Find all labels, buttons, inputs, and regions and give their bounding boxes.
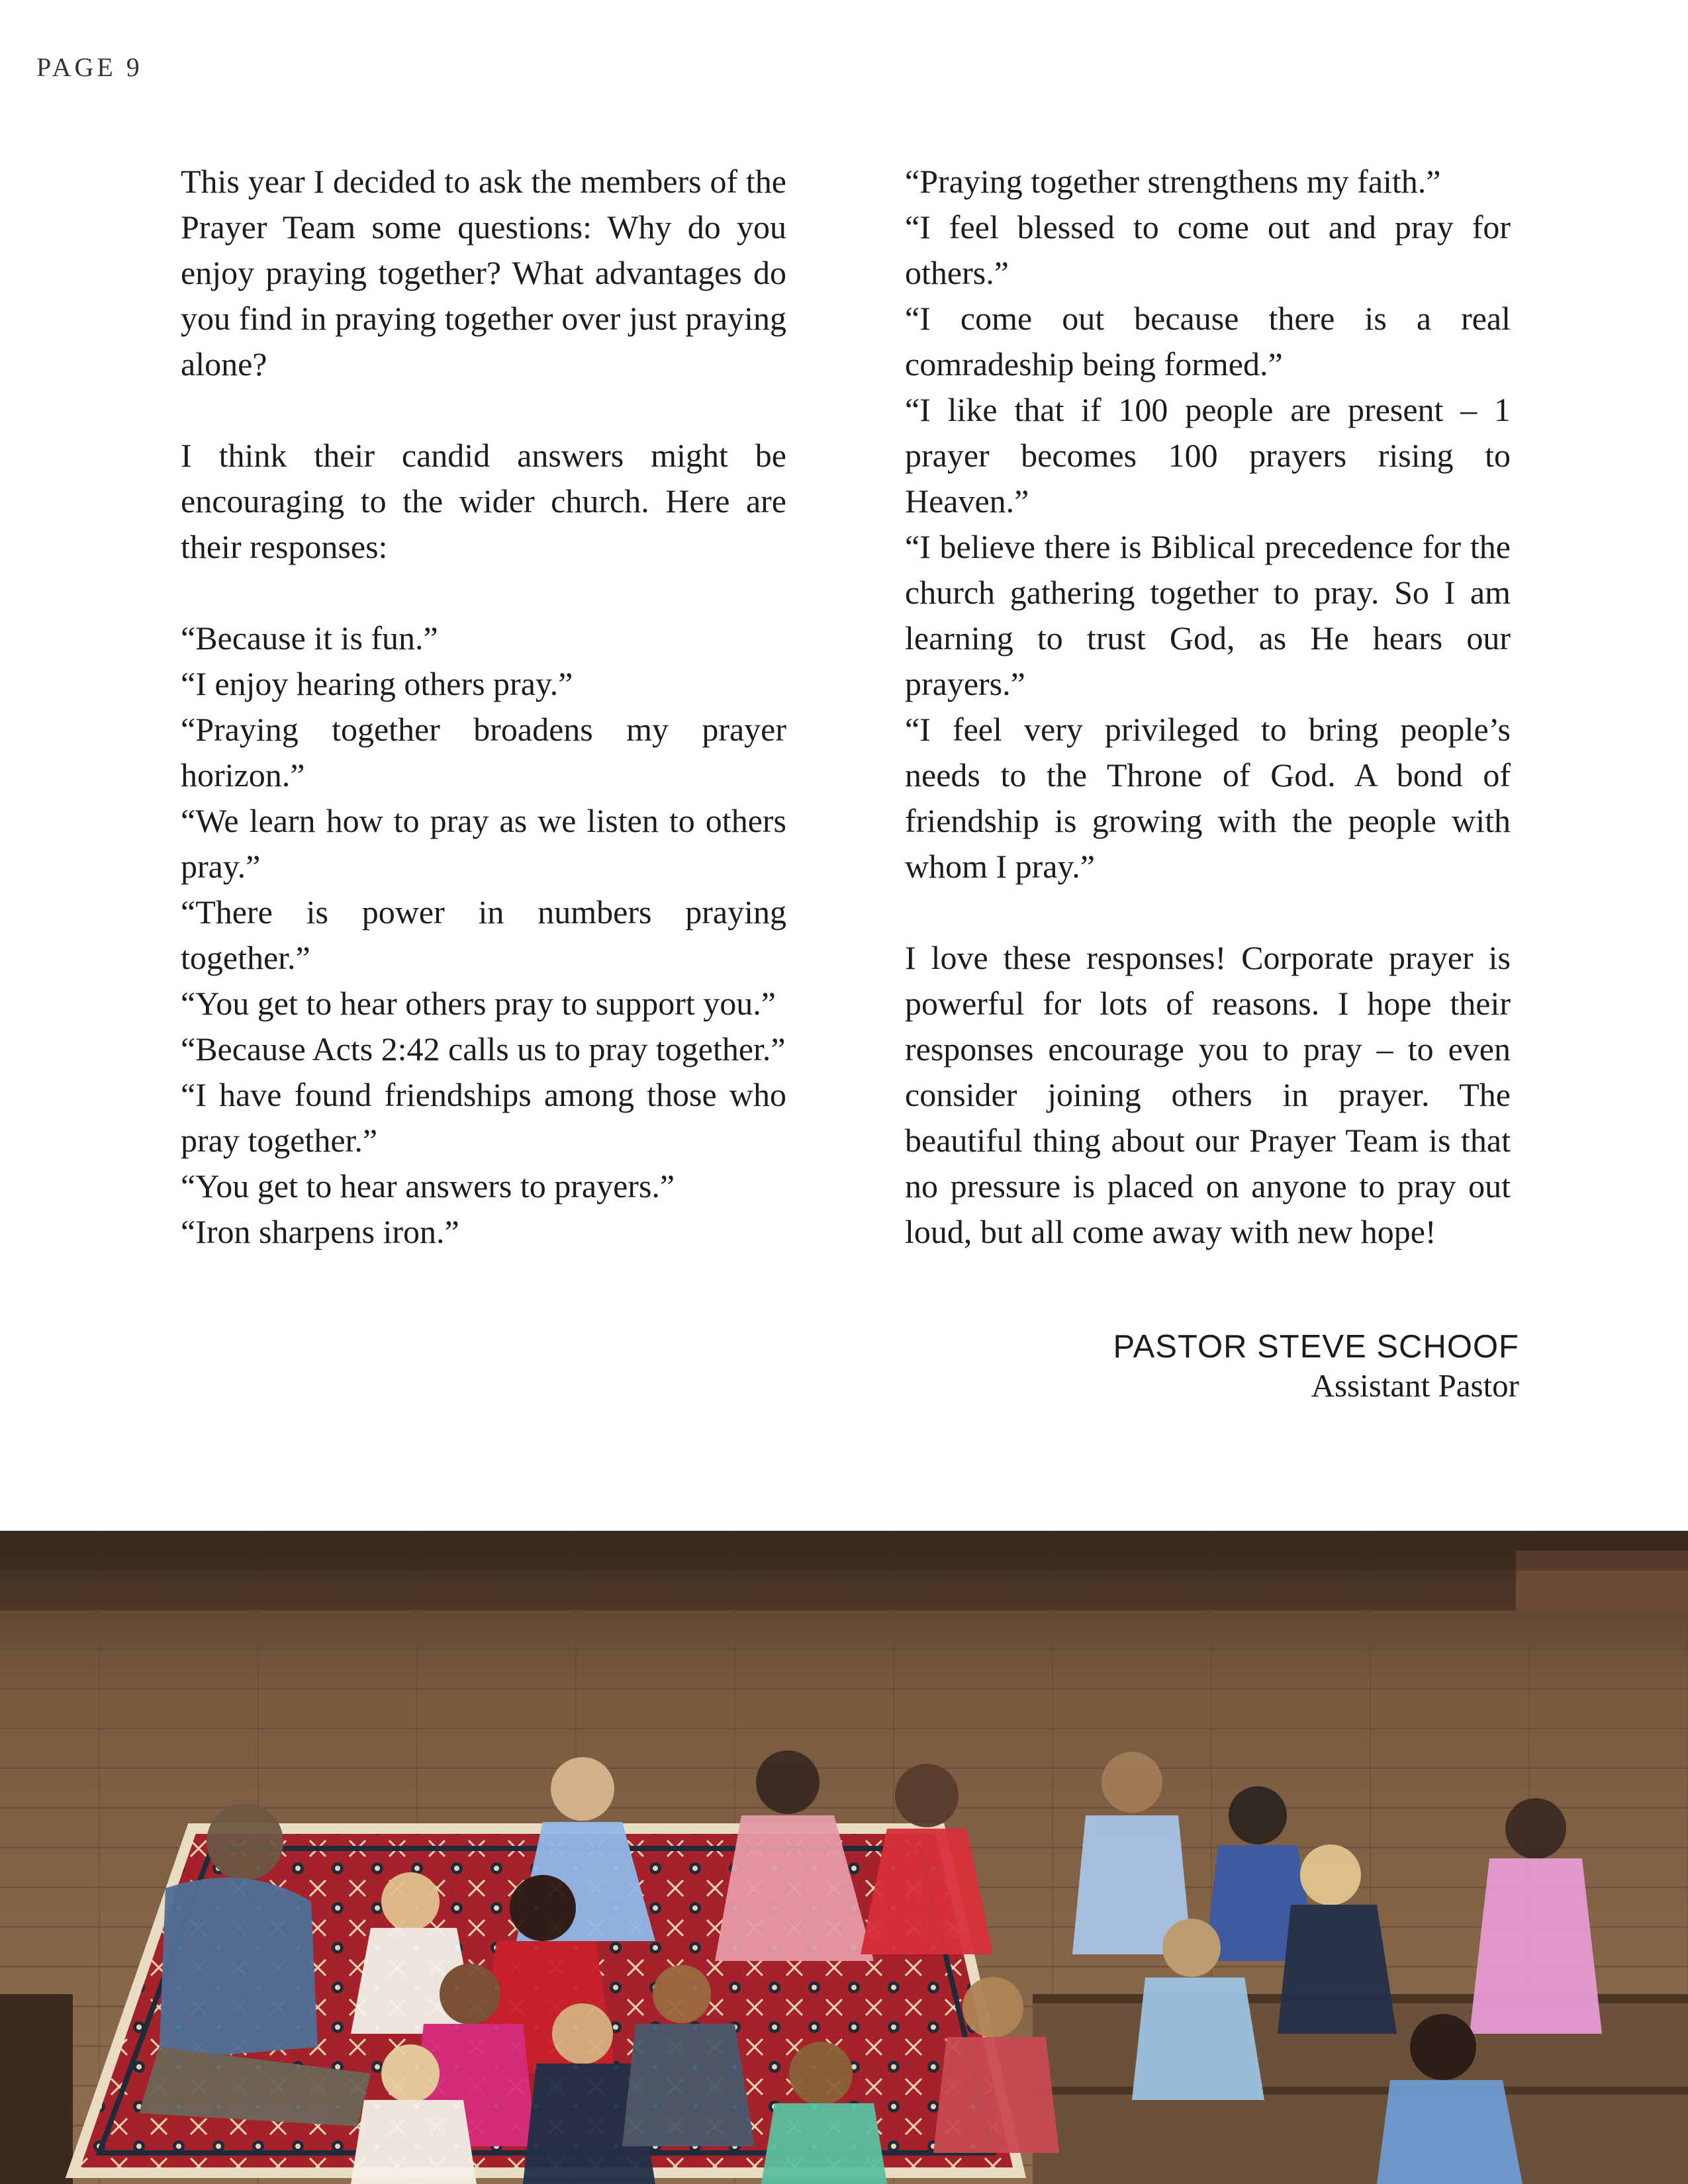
response-quote: “You get to hear answers to prayers.” [181, 1167, 675, 1205]
response-quote: “I feel very privileged to bring people’s needs to the Throne of God. A bond of friendship is growing with the people with whom I pray.” [905, 711, 1511, 885]
author-name: PASTOR STEVE SCHOOF [1113, 1329, 1519, 1365]
author-title: Assistant Pastor [1311, 1367, 1519, 1404]
page-number: PAGE 9 [36, 52, 143, 82]
responses-list [181, 615, 786, 1255]
response-quote: “I like that if 100 people are present – 1 prayer becomes 100 prayers rising to Heaven.” [905, 391, 1511, 520]
response-quote: “You get to hear others pray to support you.” [181, 985, 776, 1022]
article-column-right [905, 159, 1511, 1255]
responses-list [905, 159, 1511, 889]
closing-paragraph: I love these responses! Corporate prayer is powerful for lots of reasons. I hope their responses encourage you to pray – to even consider joining others in prayer. The beautiful thing about our Prayer Team is that no pressure is placed on anyone to pray out loud, but all come away with new hope! [905, 939, 1511, 1250]
response-quote: “Because Acts 2:42 calls us to pray together.” [181, 1030, 786, 1068]
response-quote: “There is power in numbers praying together.” [181, 893, 786, 976]
children-prayer-photo [0, 1531, 1688, 2184]
response-quote: “I enjoy hearing others pray.” [181, 665, 573, 702]
response-quote: “I have found friendships among those who pray together.” [181, 1076, 786, 1159]
response-quote: “Because it is fun.” [181, 619, 438, 657]
response-quote: “I feel blessed to come out and pray for others.” [905, 208, 1511, 291]
lead-in-paragraph: I think their candid answers might be encouraging to the wider church. Here are their responses: [181, 437, 786, 565]
response-quote: “Praying together strengthens my faith.” [905, 163, 1441, 200]
response-quote: “I come out because there is a real comradeship being formed.” [905, 300, 1511, 383]
article-column-left [181, 159, 786, 1255]
response-quote: “Iron sharpens iron.” [181, 1213, 459, 1250]
author-signature [1113, 1327, 1519, 1405]
intro-paragraph: This year I decided to ask the members of the Prayer Team some questions: Why do you enjoy praying together? What advantages do you find in praying together over just praying alone? [181, 163, 786, 383]
response-quote: “We learn how to pray as we listen to others pray.” [181, 802, 786, 885]
response-quote: “I believe there is Biblical precedence for the church gathering together to pray. So I am learning to trust God, as He hears our prayers.” [905, 528, 1511, 702]
response-quote: “Praying together broadens my prayer horizon.” [181, 711, 786, 794]
photo-illustration [0, 1531, 1688, 2184]
